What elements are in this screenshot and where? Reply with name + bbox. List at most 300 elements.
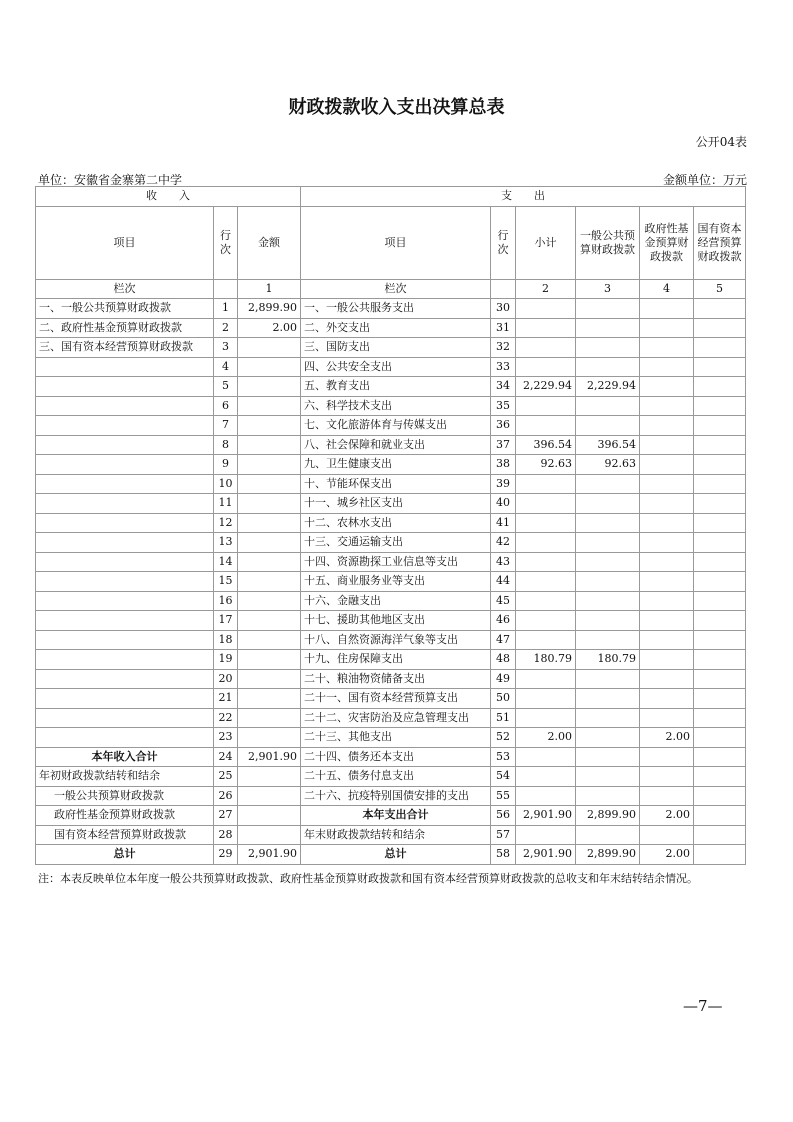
expense-item: 十七、援助其他地区支出 (301, 611, 491, 631)
general-budget-amount (576, 552, 640, 572)
expense-item: 十、节能环保支出 (301, 474, 491, 494)
subtotal-amount: 2.00 (516, 728, 576, 748)
income-item (36, 494, 214, 514)
subtotal-amount (516, 786, 576, 806)
table-row (36, 513, 746, 533)
expense-row-no: 52 (491, 728, 516, 748)
subtotal-amount: 92.63 (516, 455, 576, 475)
fund-budget-amount (640, 825, 694, 845)
fund-budget-amount: 2.00 (640, 728, 694, 748)
income-row-no: 18 (214, 630, 238, 650)
income-row-no: 11 (214, 494, 238, 514)
income-item (36, 591, 214, 611)
table-row (36, 377, 746, 397)
state-capital-amount (694, 357, 746, 377)
fund-budget-amount (640, 474, 694, 494)
state-capital-amount (694, 338, 746, 358)
col-4: 4 (640, 279, 694, 299)
expense-item: 十六、金融支出 (301, 591, 491, 611)
income-row-no: 1 (214, 299, 238, 319)
table-row (36, 533, 746, 553)
expense-row-no: 30 (491, 299, 516, 319)
page-title: 财政拨款收入支出决算总表 (288, 97, 505, 118)
state-capital-amount (694, 455, 746, 475)
state-capital-amount (694, 435, 746, 455)
table-note: 注：本表反映单位本年度一般公共预算财政拨款、政府性基金预算财政拨款和国有资本经营预算财政拨款的总收支和年末结转结余情况。 (38, 872, 698, 885)
state-capital-amount (694, 513, 746, 533)
expense-item: 十二、农林水支出 (301, 513, 491, 533)
subtotal-amount: 2,229.94 (516, 377, 576, 397)
expense-row-no: 44 (491, 572, 516, 592)
income-amount (238, 396, 301, 416)
fund-budget-amount (640, 747, 694, 767)
fund-budget-amount (640, 338, 694, 358)
income-item (36, 728, 214, 748)
table-row (36, 572, 746, 592)
table-row (36, 474, 746, 494)
expense-row-no: 38 (491, 455, 516, 475)
subtotal-amount (516, 533, 576, 553)
fund-budget-amount (640, 767, 694, 787)
income-row-no: 22 (214, 708, 238, 728)
general-budget-amount (576, 357, 640, 377)
income-item (36, 650, 214, 670)
general-budget-amount (576, 689, 640, 709)
income-item: 年初财政拨款结转和结余 (36, 767, 214, 787)
subtotal-amount (516, 474, 576, 494)
expense-item: 十三、交通运输支出 (301, 533, 491, 553)
expense-row-no: 31 (491, 318, 516, 338)
income-item (36, 533, 214, 553)
expense-row-no: 50 (491, 689, 516, 709)
income-item (36, 396, 214, 416)
table-row (36, 318, 746, 338)
general-budget-amount (576, 728, 640, 748)
income-item (36, 708, 214, 728)
income-item (36, 455, 214, 475)
subtotal-amount (516, 338, 576, 358)
general-budget-amount (576, 825, 640, 845)
subtotal-amount (516, 591, 576, 611)
table-row (36, 845, 746, 865)
expense-row-no: 34 (491, 377, 516, 397)
fund-budget-amount (640, 416, 694, 436)
table-row (36, 747, 746, 767)
subtotal-amount (516, 396, 576, 416)
expense-row-no: 56 (491, 806, 516, 826)
general-budget-amount (576, 533, 640, 553)
table-row (36, 396, 746, 416)
expense-item: 二十五、债务付息支出 (301, 767, 491, 787)
state-capital-amount (694, 708, 746, 728)
subtotal-amount: 2,901.90 (516, 806, 576, 826)
fund-budget-amount: 2.00 (640, 845, 694, 865)
fund-budget-amount (640, 357, 694, 377)
expense-item: 二十六、抗疫特别国债安排的支出 (301, 786, 491, 806)
income-row-no: 12 (214, 513, 238, 533)
fund-budget-amount (640, 630, 694, 650)
general-budget-amount (576, 611, 640, 631)
income-item (36, 552, 214, 572)
state-capital-amount (694, 728, 746, 748)
expense-row-no: 58 (491, 845, 516, 865)
fund-budget-amount (640, 396, 694, 416)
expense-item: 总计 (301, 845, 491, 865)
subtotal-amount (516, 611, 576, 631)
general-budget-amount (576, 299, 640, 319)
expense-row-no: 57 (491, 825, 516, 845)
fund-budget-amount (640, 611, 694, 631)
general-budget-amount (576, 318, 640, 338)
expense-item: 二、外交支出 (301, 318, 491, 338)
expense-item: 二十二、灾害防治及应急管理支出 (301, 708, 491, 728)
expense-row-no: 49 (491, 669, 516, 689)
income-amount (238, 455, 301, 475)
state-capital-amount (694, 669, 746, 689)
fund-budget-amount (640, 591, 694, 611)
income-amount (238, 533, 301, 553)
state-capital-amount (694, 806, 746, 826)
income-amount (238, 474, 301, 494)
state-capital-amount (694, 747, 746, 767)
expense-item-header: 项目 (301, 206, 491, 279)
general-budget-amount (576, 572, 640, 592)
expense-item: 十一、城乡社区支出 (301, 494, 491, 514)
state-capital-amount (694, 825, 746, 845)
expense-row-no: 37 (491, 435, 516, 455)
col-label-left: 栏次 (36, 279, 214, 299)
expense-item: 二十、粮油物资储备支出 (301, 669, 491, 689)
expense-row-no: 33 (491, 357, 516, 377)
state-capital-amount (694, 318, 746, 338)
expense-item: 本年支出合计 (301, 806, 491, 826)
income-amount (238, 786, 301, 806)
subtotal-amount (516, 494, 576, 514)
income-item (36, 416, 214, 436)
income-amount (238, 435, 301, 455)
subtotal-amount (516, 552, 576, 572)
subtotal-amount (516, 689, 576, 709)
expense-row-no: 53 (491, 747, 516, 767)
income-item (36, 572, 214, 592)
subtotal-amount (516, 513, 576, 533)
income-row-no: 28 (214, 825, 238, 845)
expense-item: 四、公共安全支出 (301, 357, 491, 377)
income-amount (238, 357, 301, 377)
table-row (36, 338, 746, 358)
income-row-no: 7 (214, 416, 238, 436)
income-item (36, 377, 214, 397)
state-capital-amount (694, 611, 746, 631)
income-row-no: 21 (214, 689, 238, 709)
subtotal-amount (516, 318, 576, 338)
table-row (36, 825, 746, 845)
fund-budget-header: 政府性基金预算财政拨款 (640, 206, 694, 279)
income-row-no: 3 (214, 338, 238, 358)
expense-row-no: 35 (491, 396, 516, 416)
expense-row-no-header: 行次 (491, 206, 516, 279)
expense-row-no: 32 (491, 338, 516, 358)
general-budget-amount (576, 767, 640, 787)
table-row (36, 455, 746, 475)
subtotal-amount: 2,901.90 (516, 845, 576, 865)
fund-budget-amount (640, 299, 694, 319)
state-capital-amount (694, 396, 746, 416)
general-budget-amount (576, 416, 640, 436)
expense-row-no: 45 (491, 591, 516, 611)
income-amount (238, 552, 301, 572)
fund-budget-amount (640, 377, 694, 397)
expense-header: 支 出 (301, 187, 746, 207)
fund-budget-amount (640, 689, 694, 709)
income-row-no: 14 (214, 552, 238, 572)
fund-budget-amount: 2.00 (640, 806, 694, 826)
state-capital-amount (694, 474, 746, 494)
income-amount (238, 611, 301, 631)
subtotal-amount (516, 630, 576, 650)
budget-table (35, 186, 746, 865)
state-capital-amount (694, 377, 746, 397)
table-row (36, 669, 746, 689)
general-budget-amount (576, 669, 640, 689)
state-capital-amount (694, 591, 746, 611)
income-item: 政府性基金预算财政拨款 (36, 806, 214, 826)
income-row-no: 10 (214, 474, 238, 494)
expense-row-no: 39 (491, 474, 516, 494)
income-row-no: 24 (214, 747, 238, 767)
income-row-no: 26 (214, 786, 238, 806)
col-3: 3 (576, 279, 640, 299)
table-row (36, 494, 746, 514)
income-item-header: 项目 (36, 206, 214, 279)
income-row-no: 15 (214, 572, 238, 592)
col-5: 5 (694, 279, 746, 299)
fund-budget-amount (640, 533, 694, 553)
expense-item: 一、一般公共服务支出 (301, 299, 491, 319)
income-amount (238, 377, 301, 397)
expense-row-no: 36 (491, 416, 516, 436)
income-row-no: 20 (214, 669, 238, 689)
income-row-no: 13 (214, 533, 238, 553)
expense-row-no: 51 (491, 708, 516, 728)
expense-item: 十五、商业服务业等支出 (301, 572, 491, 592)
general-budget-amount: 2,899.90 (576, 845, 640, 865)
state-capital-amount (694, 299, 746, 319)
general-budget-amount: 2,229.94 (576, 377, 640, 397)
expense-item: 二十三、其他支出 (301, 728, 491, 748)
fund-budget-amount (640, 552, 694, 572)
subtotal-amount (516, 572, 576, 592)
income-row-no: 29 (214, 845, 238, 865)
expense-item: 九、卫生健康支出 (301, 455, 491, 475)
fund-budget-amount (640, 494, 694, 514)
expense-row-no: 54 (491, 767, 516, 787)
table-row (36, 786, 746, 806)
income-item: 三、国有资本经营预算财政拨款 (36, 338, 214, 358)
income-item: 总计 (36, 845, 214, 865)
general-budget-amount (576, 708, 640, 728)
expense-item: 三、国防支出 (301, 338, 491, 358)
subtotal-amount (516, 747, 576, 767)
table-row (36, 767, 746, 787)
subtotal-header: 小计 (516, 206, 576, 279)
table-row (36, 630, 746, 650)
income-row-no: 5 (214, 377, 238, 397)
income-amount (238, 806, 301, 826)
general-budget-amount: 2,899.90 (576, 806, 640, 826)
income-item: 一般公共预算财政拨款 (36, 786, 214, 806)
general-budget-amount: 180.79 (576, 650, 640, 670)
expense-row-no: 41 (491, 513, 516, 533)
subtotal-amount (516, 416, 576, 436)
col-label-right: 栏次 (301, 279, 491, 299)
income-row-no: 2 (214, 318, 238, 338)
income-amount: 2,901.90 (238, 845, 301, 865)
state-capital-amount (694, 494, 746, 514)
reporting-unit: 单位：安徽省金寨第二中学 (38, 173, 183, 187)
col-1: 1 (238, 279, 301, 299)
table-row (36, 650, 746, 670)
fund-budget-amount (640, 435, 694, 455)
income-row-no: 6 (214, 396, 238, 416)
state-capital-amount (694, 533, 746, 553)
table-row (36, 708, 746, 728)
subtotal-amount: 396.54 (516, 435, 576, 455)
income-amount: 2.00 (238, 318, 301, 338)
income-item (36, 435, 214, 455)
income-amount (238, 728, 301, 748)
table-row (36, 552, 746, 572)
expense-row-no: 46 (491, 611, 516, 631)
fund-budget-amount (640, 650, 694, 670)
income-row-no: 17 (214, 611, 238, 631)
income-item: 一、一般公共预算财政拨款 (36, 299, 214, 319)
subtotal-amount (516, 825, 576, 845)
general-budget-amount (576, 630, 640, 650)
expense-item: 十四、资源勘探工业信息等支出 (301, 552, 491, 572)
general-budget-amount (576, 786, 640, 806)
expense-row-no: 42 (491, 533, 516, 553)
general-budget-amount (576, 494, 640, 514)
money-unit: 金额单位：万元 (662, 173, 747, 187)
form-number: 公开04表 (695, 135, 747, 149)
expense-row-no: 47 (491, 630, 516, 650)
income-amount (238, 669, 301, 689)
income-item: 国有资本经营预算财政拨款 (36, 825, 214, 845)
general-budget-amount: 396.54 (576, 435, 640, 455)
income-row-no: 23 (214, 728, 238, 748)
fund-budget-amount (640, 572, 694, 592)
state-capital-amount (694, 630, 746, 650)
income-amount (238, 494, 301, 514)
expense-item: 五、教育支出 (301, 377, 491, 397)
income-amount (238, 572, 301, 592)
income-row-no: 8 (214, 435, 238, 455)
fund-budget-amount (640, 513, 694, 533)
table-row (36, 435, 746, 455)
income-amount: 2,899.90 (238, 299, 301, 319)
income-amount (238, 825, 301, 845)
subtotal-amount (516, 708, 576, 728)
fund-budget-amount (640, 318, 694, 338)
state-capital-amount (694, 845, 746, 865)
expense-row-no: 55 (491, 786, 516, 806)
income-row-no: 9 (214, 455, 238, 475)
income-item: 二、政府性基金预算财政拨款 (36, 318, 214, 338)
fund-budget-amount (640, 708, 694, 728)
state-capital-amount (694, 650, 746, 670)
income-item (36, 630, 214, 650)
income-row-no-header: 行次 (214, 206, 238, 279)
state-capital-header: 国有资本经营预算财政拨款 (694, 206, 746, 279)
table-row (36, 689, 746, 709)
income-row-no: 25 (214, 767, 238, 787)
income-item (36, 474, 214, 494)
col-2: 2 (516, 279, 576, 299)
state-capital-amount (694, 416, 746, 436)
general-budget-amount (576, 513, 640, 533)
expense-item: 六、科学技术支出 (301, 396, 491, 416)
income-header: 收 入 (36, 187, 301, 207)
table-row (36, 728, 746, 748)
state-capital-amount (694, 767, 746, 787)
expense-item: 十八、自然资源海洋气象等支出 (301, 630, 491, 650)
income-amount: 2,901.90 (238, 747, 301, 767)
income-amount (238, 591, 301, 611)
income-amount (238, 338, 301, 358)
income-amount (238, 767, 301, 787)
subtotal-amount: 180.79 (516, 650, 576, 670)
expense-item: 十九、住房保障支出 (301, 650, 491, 670)
page-number: —7— (683, 997, 723, 1015)
expense-item: 七、文化旅游体育与传媒支出 (301, 416, 491, 436)
expense-item: 八、社会保障和就业支出 (301, 435, 491, 455)
income-row-no: 19 (214, 650, 238, 670)
income-item (36, 669, 214, 689)
income-row-no: 27 (214, 806, 238, 826)
general-budget-amount (576, 396, 640, 416)
subtotal-amount (516, 357, 576, 377)
fund-budget-amount (640, 786, 694, 806)
income-amount (238, 708, 301, 728)
income-row-no: 16 (214, 591, 238, 611)
state-capital-amount (694, 572, 746, 592)
expense-item: 二十四、债务还本支出 (301, 747, 491, 767)
general-budget-amount (576, 338, 640, 358)
income-row-no: 4 (214, 357, 238, 377)
expense-item: 年末财政拨款结转和结余 (301, 825, 491, 845)
income-amount-header: 金额 (238, 206, 301, 279)
income-amount (238, 630, 301, 650)
state-capital-amount (694, 786, 746, 806)
expense-row-no: 40 (491, 494, 516, 514)
fund-budget-amount (640, 455, 694, 475)
state-capital-amount (694, 689, 746, 709)
income-amount (238, 650, 301, 670)
table-row (36, 611, 746, 631)
general-budget-amount (576, 747, 640, 767)
general-budget-amount (576, 474, 640, 494)
income-amount (238, 689, 301, 709)
table-row (36, 299, 746, 319)
income-item (36, 513, 214, 533)
general-budget-header: 一般公共预算财政拨款 (576, 206, 640, 279)
expense-row-no: 43 (491, 552, 516, 572)
subtotal-amount (516, 767, 576, 787)
table-row (36, 806, 746, 826)
table-row (36, 591, 746, 611)
general-budget-amount (576, 591, 640, 611)
